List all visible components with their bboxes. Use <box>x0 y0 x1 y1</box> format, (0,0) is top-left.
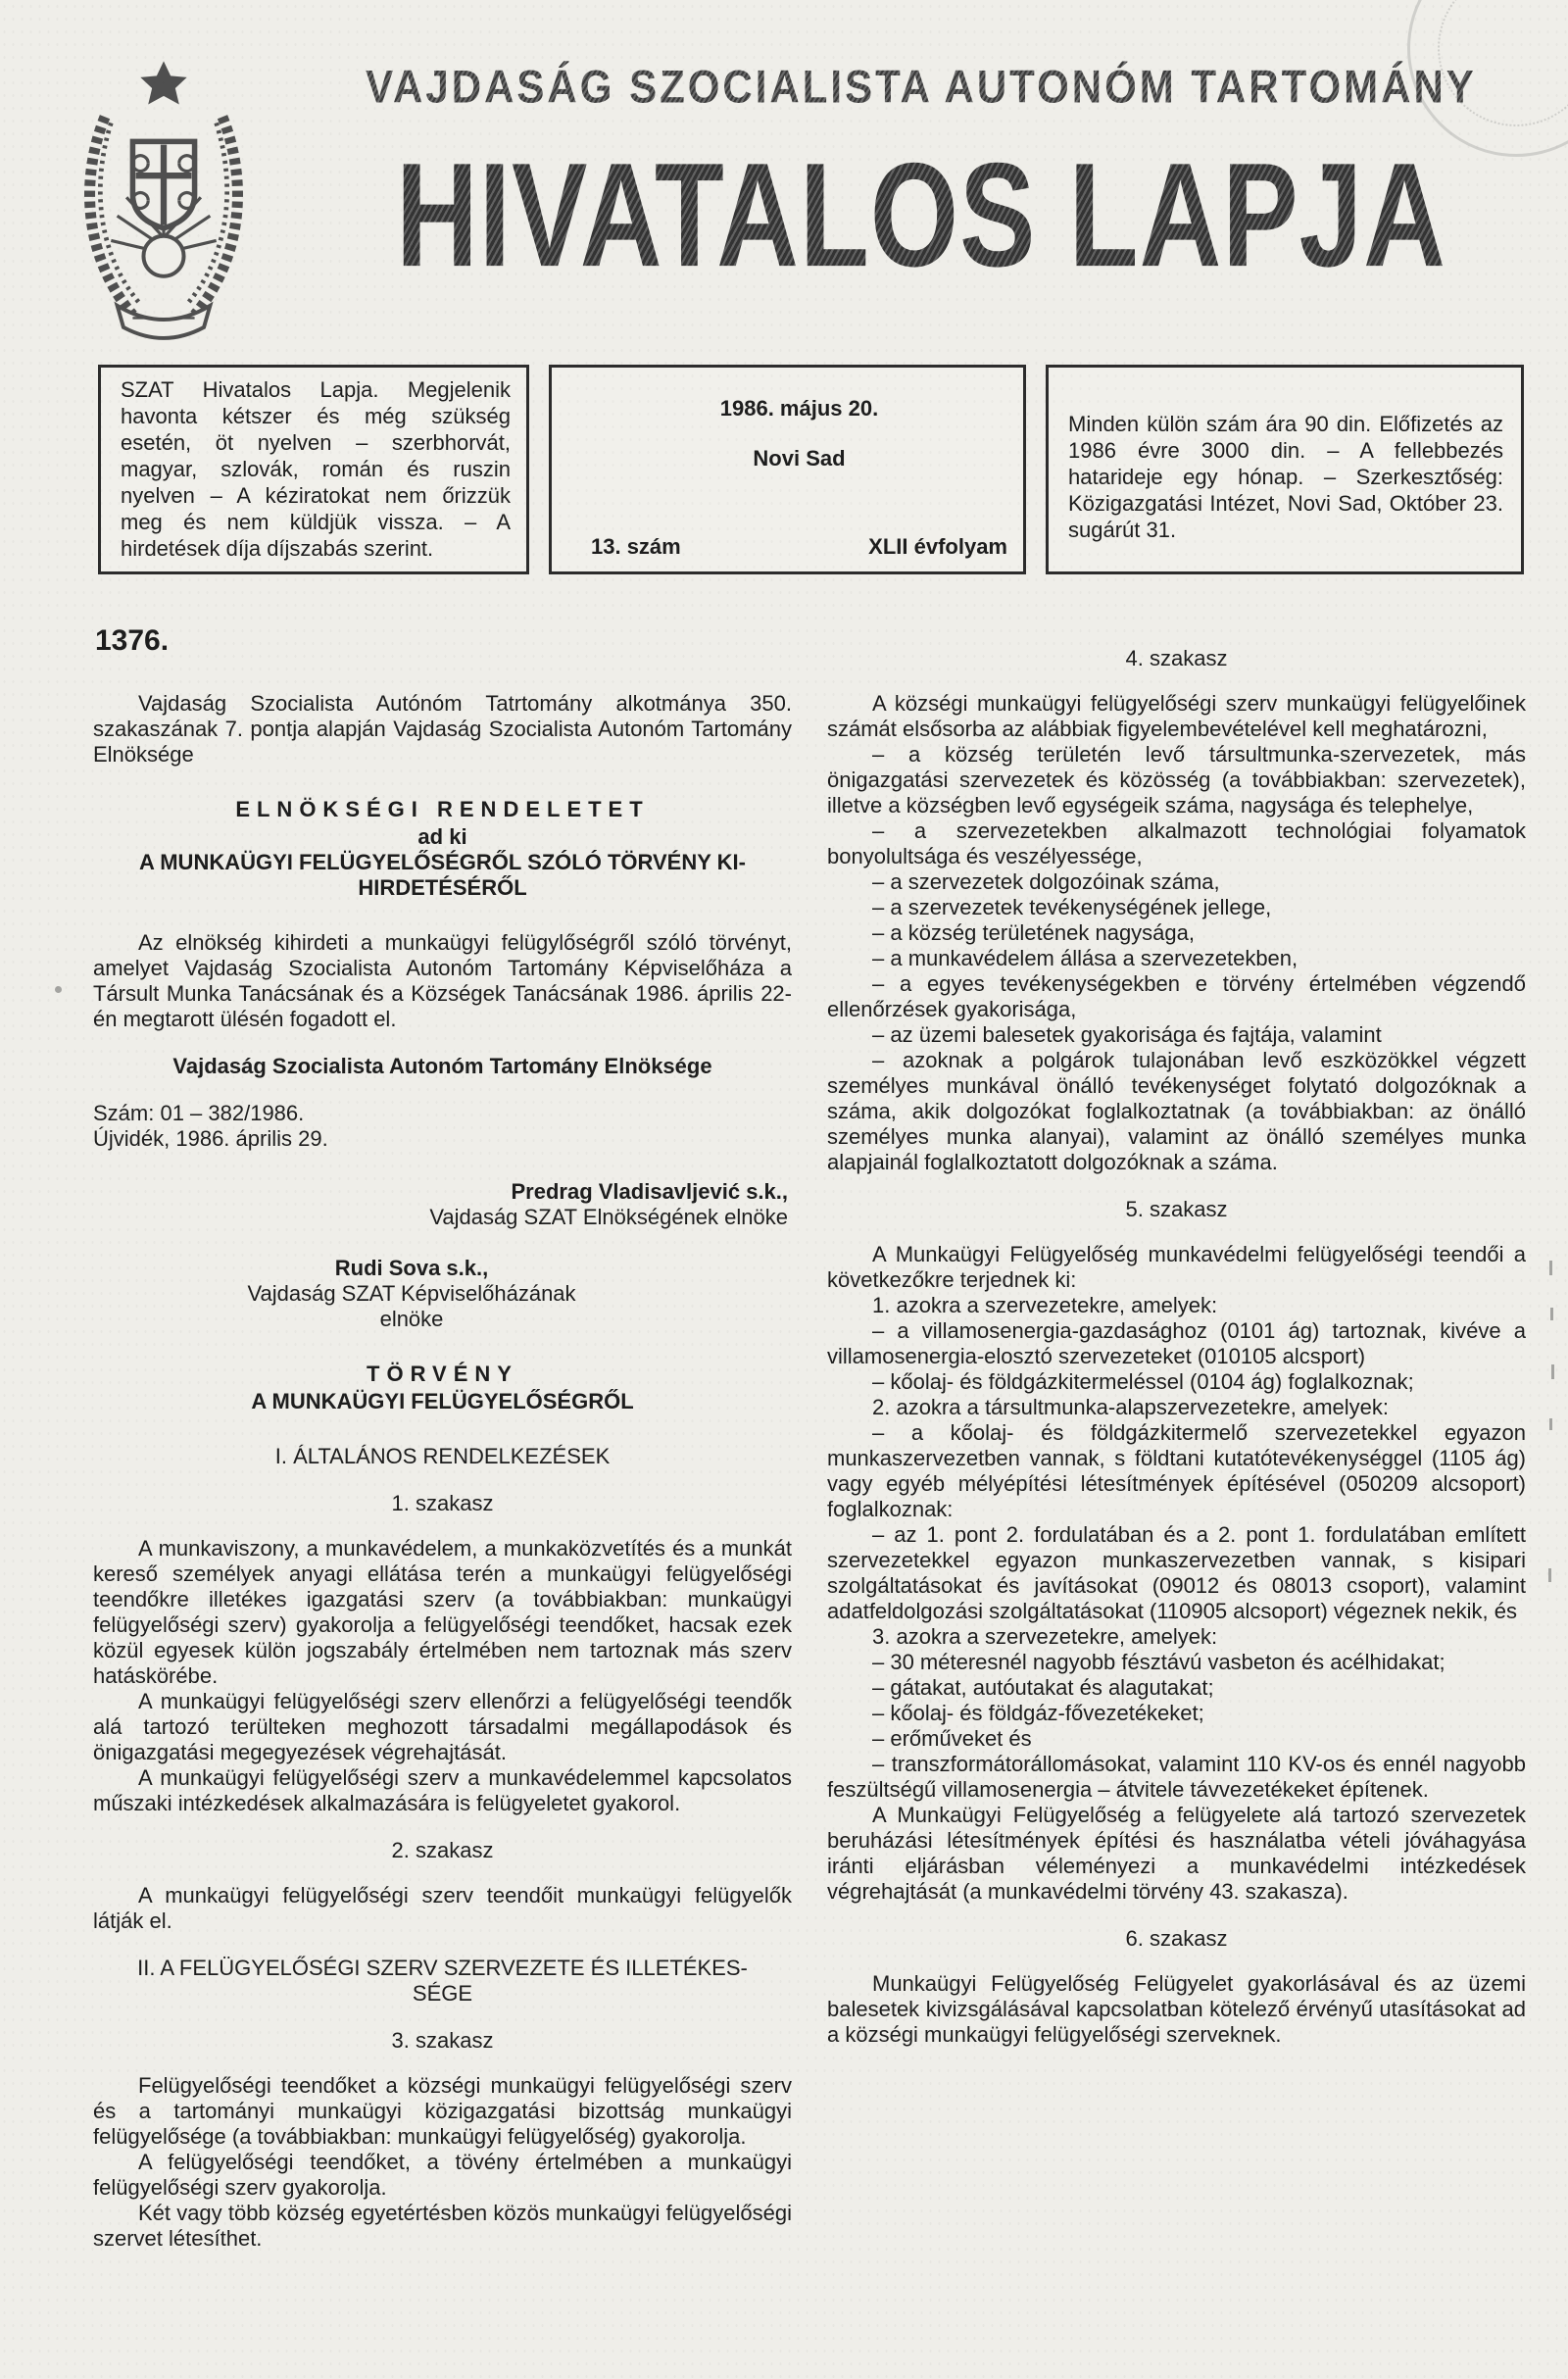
paragraph: A munkaügyi felügyelőségi szerv teendőit munkaügyi felügyelők látják el. <box>93 1883 792 1933</box>
scan-artifact <box>1549 1261 1552 1275</box>
paragraph: – a egyes tevékenységekben e törvény értelmében végzendő ellenőrzések gyakorisága, <box>827 971 1526 1021</box>
right-column <box>827 624 1526 2252</box>
section-heading: II. A FELÜGYELŐSÉGI SZERV SZERVEZETE ÉS ILLETÉKES- SÉGE <box>137 1956 748 2006</box>
paragraph: 1. azokra a szervezetekre, amelyek: <box>872 1293 1218 1317</box>
paragraph: – az üzemi balesetek gyakorisága és fajtája, valamint <box>872 1022 1382 1047</box>
scan-artifact <box>1551 1364 1554 1379</box>
signature-block-right: Predrag Vladisavljević s.k., Vajdaság SZAT Elnökségének elnöke <box>429 1179 788 1229</box>
article-number: 1376. <box>95 624 170 657</box>
masthead-tagline: VAJDASÁG SZOCIALISTA AUTONÓM TARTOMÁNY <box>318 61 1524 114</box>
paragraph: – kőolaj- és földgázkitermeléssel (0104 ág) foglalkoznak; <box>872 1369 1414 1394</box>
paragraph: – a község területének nagysága, <box>872 920 1196 945</box>
letterspaced-heading: ELNÖKSÉGI RENDELETET <box>235 797 650 821</box>
paragraph: 3. azokra a szervezetekre, amelyek: <box>872 1624 1218 1649</box>
section-heading: 2. szakasz <box>391 1838 494 1862</box>
paragraph: A Munkaügyi Felügyelőség munkavédelmi felügyelőségi teendői a következőkre terjednek ki: <box>827 1242 1526 1292</box>
paragraph: – a szervezetekben alkalmazott technológiai folyamatok bonyolultsága és veszélyessége, <box>827 818 1526 868</box>
section-heading: I. ÁLTALÁNOS RENDELKEZÉSEK <box>274 1444 611 1468</box>
left-column <box>93 624 792 2252</box>
sub-heading: A MUNKAÜGYI FELÜGYELŐSÉGRŐL SZÓLÓ TÖRVÉNY KI- HIRDETÉSÉRŐL <box>139 850 746 900</box>
price-info-box <box>1046 365 1524 574</box>
scan-artifact <box>55 986 62 993</box>
issue-date: 1986. május 20. <box>719 396 879 421</box>
paragraph: – a munkavédelem állása a szervezetekben, <box>872 946 1298 970</box>
meta-line: Szám: 01 – 382/1986. <box>93 1101 305 1125</box>
paragraph: – 30 méteresnél nagyobb fésztávú vasbeton és acélhidakat; <box>872 1650 1446 1674</box>
masthead-title: HIVATALOS LAPJA <box>318 129 1524 300</box>
section-heading: 4. szakasz <box>1125 646 1228 670</box>
article-body <box>93 624 1526 2252</box>
issue-volume: XLII évfolyam <box>868 534 1007 559</box>
paragraph: – a szervezetek tevékenységének jellege, <box>872 895 1272 919</box>
publication-info-text: SZAT Hivatalos Lapja. Megjelenik havonta kétszer és még szükség esetén, öt nyelven – szerbhorvát, magyar, szlovák, román és ruszin nyelven – A kéziratokat nem őrizzük meg és nem küldjük vissza. – A hirdetések díja díjszabás szerint. <box>121 377 511 561</box>
paragraph: Felügyelőségi teendőket a községi munkaügyi felügyelőségi szerv és a tartományi munkaügyi közigazgatási bizottság munkaügyi felügyelősége (a továbbiakban: munkaügyi felügyelőség) gyakorolja. <box>93 2073 792 2149</box>
paragraph: – a kőolaj- és földgázkitermelő szervezetekkel egyazon munkaszervezetben vannak, s földtani kutatótevékenységgel (1105 ág) vagy egyéb mélyépítési létesítmények építésével (050209 alcsoport) foglalkoznak: <box>827 1420 1526 1521</box>
paragraph: A munkaügyi felügyelőségi szerv ellenőrzi a felügyelőségi teendők alá tartozó terülteken meghozott társadalmi megállapodások és önigazgatási megegyezések végrehajtását. <box>93 1689 792 1764</box>
bold-heading: Vajdaság Szocialista Autonóm Tartomány Elnöksége <box>172 1054 712 1078</box>
info-boxes <box>98 365 1524 574</box>
publication-info-box <box>98 365 529 574</box>
paragraph: Munkaügyi Felügyelőség Felügyelet gyakorlásával és az üzemi balesetek kivizsgálásával kapcsolatban kötelező érvényű utasításokat ad a községi munkaügyi felügyelőségi szerveknek. <box>827 1971 1526 2047</box>
scan-artifact <box>1549 1418 1552 1430</box>
sub-heading: A MUNKAÜGYI FELÜGYELŐSÉGRŐL <box>251 1389 634 1413</box>
issue-info-box <box>549 365 1026 574</box>
paragraph: A községi munkaügyi felügyelőségi szerv munkaügyi felügyelőinek számát elsősorba az alábbiak figyelembevételével kell meghatározni, <box>827 691 1526 741</box>
masthead <box>69 47 1524 356</box>
issue-number: 13. szám <box>591 534 681 559</box>
paragraph: 2. azokra a társultmunka-alapszervezetekre, amelyek: <box>872 1395 1390 1419</box>
paragraph: – a szervezetek dolgozóinak száma, <box>872 869 1220 894</box>
meta-line: Újvidék, 1986. április 29. <box>93 1126 328 1151</box>
paragraph: – az 1. pont 2. fordulatában és a 2. pont 1. fordulatában említett szervezetekkel egyazon munkaszervezetben vannak, s kisipari szolgáltatásokat és javításokat (09012 és 08013 csoport), valamint adatfeldolgozási szolgáltatásokat (110905 alcsoport) végeznek nekik, és <box>827 1522 1526 1623</box>
section-heading: 1. szakasz <box>391 1491 494 1515</box>
scan-artifact <box>1550 1308 1553 1320</box>
paragraph: – kőolaj- és földgáz-fővezetékeket; <box>872 1701 1204 1725</box>
section-heading: 6. szakasz <box>1125 1926 1228 1951</box>
paragraph: Vajdaság Szocialista Autónóm Tatrtomány alkotmánya 350. szakaszának 7. pontja alapján Vajdaság Szocialista Autonóm Tartomány Elnöksége <box>93 691 792 767</box>
paragraph: Az elnökség kihirdeti a munkaügyi felügylőségről szóló törvényt, amelyet Vajdaság Szocialista Autonóm Tartomány Képviselőháza a Társult Munka Tanácsának és a Községek Tanácsának 1986. április 22-én megtarott ülésén fogadott el. <box>93 930 792 1031</box>
coat-of-arms-icon <box>71 55 257 349</box>
paragraph: Két vagy több község egyetértésben közös munkaügyi felügyelőségi szervet létesíthet. <box>93 2201 792 2251</box>
letterspaced-heading: TÖRVÉNY <box>367 1362 518 1386</box>
price-info-text: Minden külön szám ára 90 din. Előfizetés az 1986 évre 3000 din. – A fellebbezés hatarideje egy hónap. – Szerkesztőség: Közigazgatási Intézet, Novi Sad, Október 23. sugárút 31. <box>1068 412 1503 542</box>
section-heading: 3. szakasz <box>391 2028 494 2053</box>
section-heading: 5. szakasz <box>1125 1197 1228 1221</box>
sub-heading: ad ki <box>417 824 467 849</box>
paragraph: – gátakat, autóutakat és alagutakat; <box>872 1675 1214 1700</box>
paragraph: A munkaügyi felügyelőségi szerv a munkavédelemmel kapcsolatos műszaki intézkedések alkalmazására is felügyeletet gyakorol. <box>93 1765 792 1815</box>
signature-block-left: Rudi Sova s.k., Vajdaság SZAT Képviselőházának elnöke <box>247 1256 576 1331</box>
issue-city: Novi Sad <box>753 446 846 471</box>
scan-artifact <box>1548 1568 1551 1582</box>
paragraph: – azoknak a polgárok tulajonában levő eszközökkel végzett személyes munkával önálló tevékenységet folytató dolgozóknak a száma, akik dolgozókat foglalkoztatnak (a továbbiakban: az önálló személyes munka alanyai), valamint az önálló személyes munka alapjainál foglalkoztatott dolgozóknak a száma. <box>827 1048 1526 1174</box>
paragraph: – a község területén levő társultmunka-szervezetek, más önigazgatási szervezetek és közösség (a továbbiakban: szervezetek), illetve a községben levő egységeik száma, nagysága és telephelye, <box>827 742 1526 818</box>
paragraph: – a villamosenergia-gazdasághoz (0101 ág) tartoznak, kivéve a villamosenergia-elosztó szervezeteket (010105 alcsport) <box>827 1318 1526 1368</box>
paragraph: – transzformátorállomásokat, valamint 110 KV-os és ennél nagyobb feszültségű villamosenergia – átvitele távvezetékeket építenek. <box>827 1752 1526 1802</box>
paragraph: A Munkaügyi Felügyelőség a felügyelete alá tartozó szervezetek beruházási létesítmények építési és használatba vételi jóváhagyása iránti eljárásban véleményezi a munkavédelmi intézkedések végrehajtását (a munkavédelmi törvény 43. szakasza). <box>827 1803 1526 1904</box>
paragraph: – erőműveket és <box>872 1726 1032 1751</box>
paragraph: A felügyelőségi teendőket, a tövény értelmében a munkaügyi felügyelőségi szerv gyakorolja. <box>93 2150 792 2200</box>
paragraph: A munkaviszony, a munkavédelem, a munkaközvetítés és a munkát kereső személyek anyagi ellátása terén a munkaügyi felügyelőségi teendőkre illetékes igazgatási szerv (a továbbiakban: munkaügyi felügyelőségi szerv) gyakorolja a felügyelőségi teendőket, hacsak ezek közül egyesek külön jogszabály értelmében nem tartoznak más szerv hatáskörébe. <box>93 1536 792 1688</box>
